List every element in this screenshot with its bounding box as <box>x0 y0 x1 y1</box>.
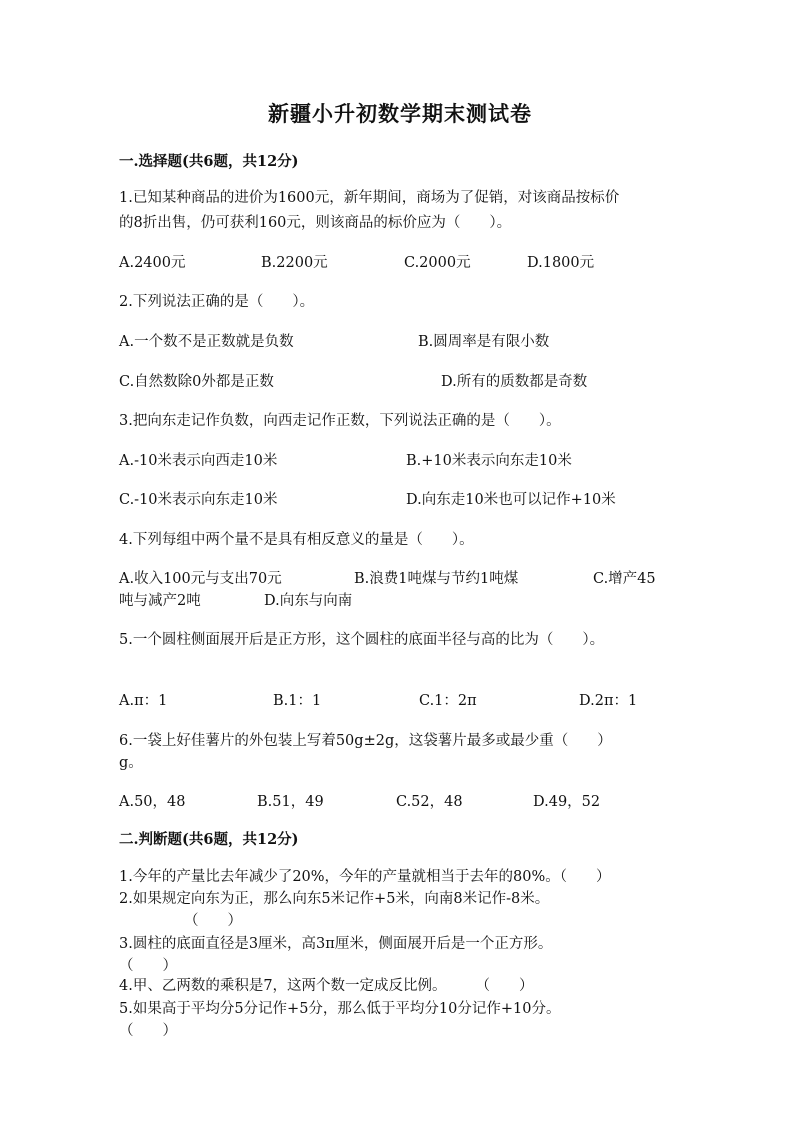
question-2-stem: 2.下列说法正确的是（ ）。 <box>119 294 315 310</box>
section-heading-choice: 一.选择题(共6题，共12分) <box>119 153 299 170</box>
q4-option-c: C.增产45 <box>593 571 656 587</box>
judgement-item-5: 5.如果高于平均分5分记作+5分，那么低于平均分10分记作+10分。 <box>119 1001 561 1017</box>
judgement-item-2: 2.如果规定向东为正，那么向东5米记作+5米，向南8米记作-8米。 <box>119 891 550 907</box>
q3-option-b: B.+10米表示向东走10米 <box>406 453 572 469</box>
judgement-item-3: 3.圆柱的底面直径是3厘米，高3π厘米，侧面展开后是一个正方形。 <box>119 936 553 952</box>
judgement-item-2-answer: （ ） <box>184 913 242 929</box>
q6-option-a: A.50，48 <box>119 794 186 810</box>
q1-option-c: C.2000元 <box>404 255 471 271</box>
q6-option-d: D.49，52 <box>533 794 601 810</box>
question-3-stem: 3.把向东走记作负数，向西走记作正数，下列说法正确的是（ ）。 <box>119 413 561 429</box>
q3-option-a: A.-10米表示向西走10米 <box>119 453 278 469</box>
question-5-stem: 5.一个圆柱侧面展开后是正方形，这个圆柱的底面半径与高的比为（ ）。 <box>119 632 605 648</box>
judgement-item-3-answer: （ ） <box>119 958 177 974</box>
q4-option-c-continued: 吨与减产2吨 <box>119 593 201 609</box>
q5-option-c: C.1：2π <box>419 693 477 709</box>
q3-option-c: C.-10米表示向东走10米 <box>119 492 278 508</box>
judgement-item-5-answer: （ ） <box>119 1023 177 1039</box>
q5-option-b: B.1：1 <box>273 693 322 709</box>
q5-option-a: A.π：1 <box>119 693 168 709</box>
q6-option-b: B.51，49 <box>257 794 324 810</box>
q2-option-d: D.所有的质数都是奇数 <box>441 374 588 390</box>
q1-option-b: B.2200元 <box>261 255 328 271</box>
q2-option-c: C.自然数除0外都是正数 <box>119 374 274 390</box>
q4-option-a: A.收入100元与支出70元 <box>119 571 282 587</box>
q2-option-a: A.一个数不是正数就是负数 <box>119 334 294 350</box>
section-heading-judgement: 二.判断题(共6题，共12分) <box>119 831 299 848</box>
q1-option-a: A.2400元 <box>119 255 186 271</box>
question-1-line-2: 的8折出售，仍可获利160元，则该商品的标价应为（ ）。 <box>119 215 512 231</box>
q4-option-b: B.浪费1吨煤与节约1吨煤 <box>354 571 519 587</box>
judgement-item-4: 4.甲、乙两数的乘积是7，这两个数一定成反比例。 （ ） <box>119 978 534 994</box>
question-1-line-1: 1.已知某种商品的进价为1600元，新年期间，商场为了促销，对该商品按标价 <box>119 190 620 206</box>
question-4-stem: 4.下列每组中两个量不是具有相反意义的量是（ ）。 <box>119 532 474 548</box>
q2-option-b: B.圆周率是有限小数 <box>418 334 550 350</box>
q1-option-d: D.1800元 <box>527 255 595 271</box>
q4-option-d: D.向东与向南 <box>264 593 353 609</box>
q5-option-d: D.2π：1 <box>579 693 638 709</box>
judgement-item-1: 1.今年的产量比去年减少了20%，今年的产量就相当于去年的80%。（ ） <box>119 869 611 885</box>
q6-option-c: C.52，48 <box>396 794 463 810</box>
page-title: 新疆小升初数学期末测试卷 <box>268 101 532 126</box>
question-6-line-1: 6.一袋上好佳薯片的外包装上写着50g±2g，这袋薯片最多或最少重（ ） <box>119 733 612 749</box>
q3-option-d: D.向东走10米也可以记作+10米 <box>406 492 616 508</box>
question-6-line-2: g。 <box>119 755 143 771</box>
